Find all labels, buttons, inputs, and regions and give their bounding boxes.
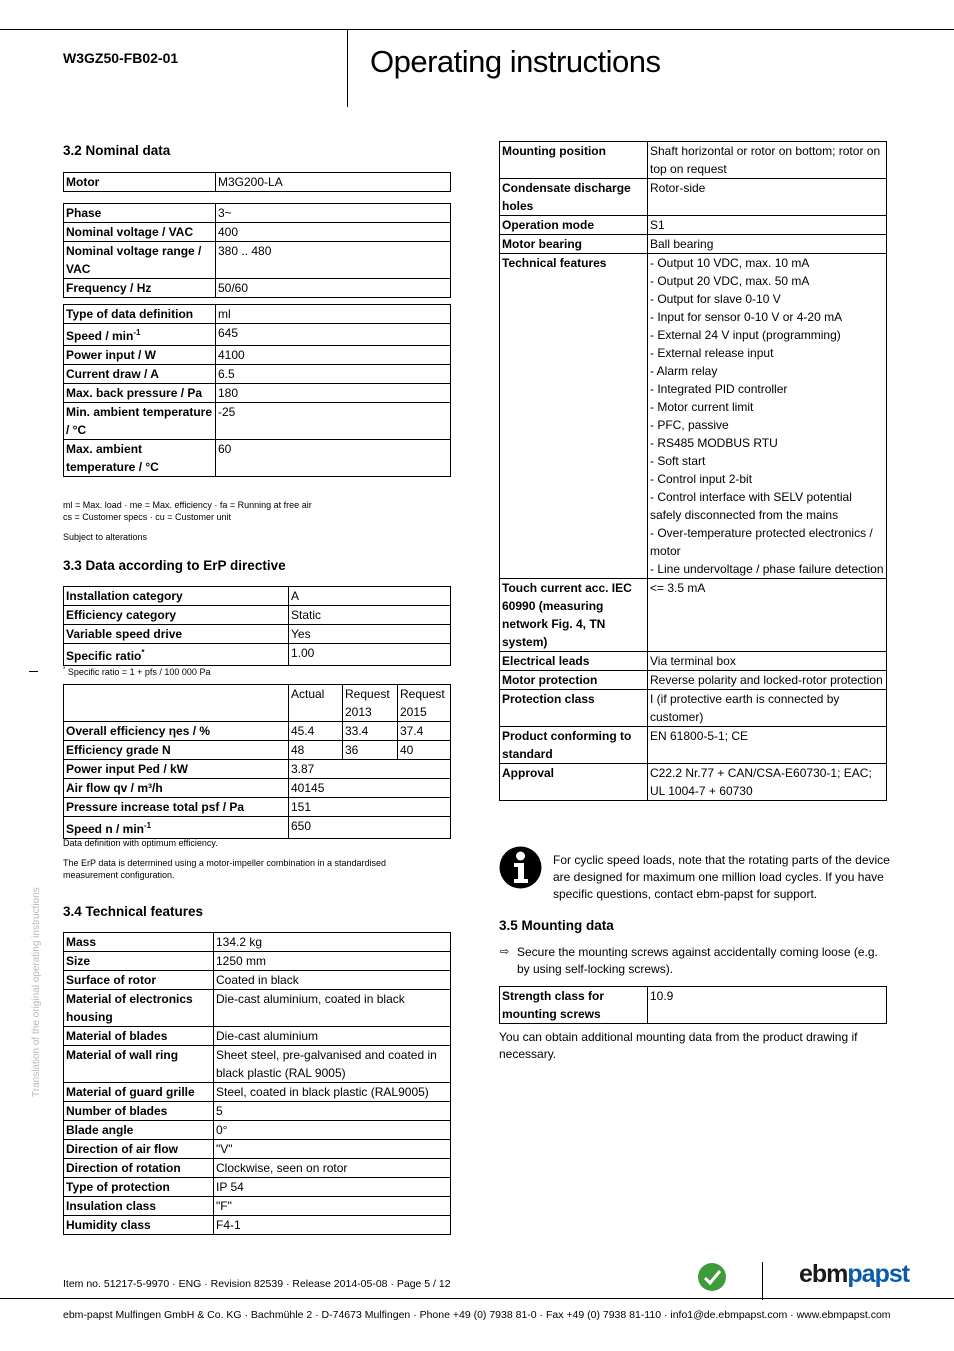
table-row: Material of guard grille Steel, coated in black plastic (RAL9005) xyxy=(64,1083,451,1102)
table-row: Motor M3G200-LA xyxy=(64,173,451,192)
table-row: Condensate discharge holes Rotor-side xyxy=(500,179,887,216)
heading-tech-features: 3.4 Technical features xyxy=(63,904,204,919)
table-row: Type of protection IP 54 xyxy=(64,1178,451,1197)
table-row: Surface of rotor Coated in black xyxy=(64,971,451,990)
footer-rule xyxy=(0,1298,954,1299)
table-row: Motor protection Reverse polarity and locked-rotor protection xyxy=(500,671,887,690)
table-row: Material of electronics housing Die-cast aluminium, coated in black xyxy=(64,990,451,1027)
page-title: Operating instructions xyxy=(370,44,661,79)
table-row: Nominal voltage / VAC 400 xyxy=(64,223,451,242)
header-rule xyxy=(0,29,954,30)
table-row: Direction of rotation Clockwise, seen on rotor xyxy=(64,1159,451,1178)
table-row: Max. back pressure / Pa 180 xyxy=(64,384,451,403)
heading-nominal-data: 3.2 Nominal data xyxy=(63,143,171,158)
table-row: Material of blades Die-cast aluminium xyxy=(64,1027,451,1046)
arrow-icon: ⇨ xyxy=(500,946,510,958)
fold-mark xyxy=(29,671,38,672)
table-row: Max. ambient temperature / °C 60 xyxy=(64,440,451,477)
table-row: Number of blades 5 xyxy=(64,1102,451,1121)
table-row: Variable speed drive Yes xyxy=(64,625,451,644)
table-row: Protection class I (if protective earth is connected by customer) xyxy=(500,690,887,727)
table-row: Min. ambient temperature / °C -25 xyxy=(64,403,451,440)
alteration-note: Subject to alterations xyxy=(63,532,148,542)
table-row: Current draw / A 6.5 xyxy=(64,365,451,384)
heading-mounting: 3.5 Mounting data xyxy=(499,918,614,933)
info-note: For cyclic speed loads, note that the rotating parts of the device are designed for maximum one million load cycles. If you have specific questions, contact ebm-papst for support. xyxy=(553,853,890,901)
table-row: Installation category A xyxy=(64,587,451,606)
motor-table xyxy=(63,172,451,192)
erp-table-2 xyxy=(63,684,451,839)
heading-erp: 3.3 Data according to ErP directive xyxy=(63,558,286,573)
tech-features-table xyxy=(63,932,451,1235)
table-row: Motor bearing Ball bearing xyxy=(500,235,887,254)
table-row: Mass 134.2 kg xyxy=(64,933,451,952)
green-tech-badge-icon xyxy=(697,1262,727,1292)
table-row: Electrical leads Via terminal box xyxy=(500,652,887,671)
mounting-para: You can obtain additional mounting data from the product drawing if necessary. xyxy=(499,1030,858,1061)
table-row: Blade angle 0° xyxy=(64,1121,451,1140)
table-row: Specific ratio* 1.00 xyxy=(64,644,451,666)
ebmpapst-logo: ebmpapst xyxy=(799,1260,910,1288)
table-row: Insulation class "F" xyxy=(64,1197,451,1216)
erp-note-1: Data definition with optimum efficiency. xyxy=(63,838,218,848)
table-row: Speed n / $\min^{-1}$ 650 xyxy=(64,817,451,839)
info-icon xyxy=(499,846,542,889)
footer-company-line: ebm-papst Mulfingen GmbH & Co. KG · Bachmühle 2 · D-74673 Mulfingen · Phone +49 (0) 7938 81-0 · Fax +49 (0) 7938 81-110 · info1@de.ebmpapst.com · www.ebmpapst.com xyxy=(63,1309,891,1321)
mounting-table xyxy=(499,986,887,1024)
doc-id: W3GZ50-FB02-01 xyxy=(63,50,179,66)
table-header-row: Actual Request 2013 Request 2015 xyxy=(64,685,451,722)
table-row: Direction of air flow "V" xyxy=(64,1140,451,1159)
table-row: Approval C22.2 Nr.77 + CAN/CSA-E60730-1; EAC; UL 1004-7 + 60730 xyxy=(500,764,887,801)
table-row: Phase 3~ xyxy=(64,204,451,223)
erp-table-1 xyxy=(63,586,451,666)
ratio-note: * Specific ratio = 1 + pfs / 100 000 Pa xyxy=(63,667,211,677)
side-text: Translation of the original operating instructions xyxy=(31,887,42,1097)
table-row: Operation mode S1 xyxy=(500,216,887,235)
table-row: Strength class for mounting screws 10.9 xyxy=(500,987,887,1024)
nominal-table-2 xyxy=(63,304,451,477)
table-row: Type of data definition ml xyxy=(64,305,451,324)
table-row: Size 1250 mm xyxy=(64,952,451,971)
table-row: Frequency / Hz 50/60 xyxy=(64,279,451,298)
mounting-bullet: Secure the mounting screws against accidentally coming loose (e.g. by using self-locking screws). xyxy=(517,945,878,976)
right-spec-table xyxy=(499,141,887,801)
table-row: Touch current acc. IEC 60990 (measuring network Fig. 4, TN system) <= 3.5 mA xyxy=(500,579,887,652)
erp-note-2: The ErP data is determined using a motor-impeller combination in a standardised measurement configuration. xyxy=(63,858,387,880)
abbrev-note: ml = Max. load · me = Max. efficiency · fa = Running at free air cs = Customer specs · cu = Customer unit xyxy=(63,500,312,522)
table-row: Humidity class F4-1 xyxy=(64,1216,451,1235)
table-row: Material of wall ring Sheet steel, pre-galvanised and coated in black plastic (RAL 9005) xyxy=(64,1046,451,1083)
table-row: Power input / W 4100 xyxy=(64,346,451,365)
table-row: Technical features - Output 10 VDC, max. 10 mA - Output 20 VDC, max. 50 mA - Output for slave 0-10 V - Input for sensor 0-10 V or 4-20 mA - External 24 V input (programming) - External release input - Alarm relay - Integrated PID controller - Motor current limit - PFC, passive - RS485 MODBUS RTU - Soft start - Control input 2-bit - Control interface with SELV potential safely disconnected from the mains - Over-temperature protected electronics / motor - Line undervoltage / phase failure detection xyxy=(500,254,887,579)
header-divider xyxy=(347,29,348,107)
table-row: Power input Ped / kW 3.87 xyxy=(64,760,451,779)
table-row: Mounting position Shaft horizontal or rotor on bottom; rotor on top on request xyxy=(500,142,887,179)
table-row: Efficiency category Static xyxy=(64,606,451,625)
table-row: Speed / $\min^{-1}$ 645 xyxy=(64,324,451,346)
table-row: Efficiency grade N 48 36 40 xyxy=(64,741,451,760)
table-row: Nominal voltage range / VAC 380 .. 480 xyxy=(64,242,451,279)
table-row: Air flow qv / m³/h 40145 xyxy=(64,779,451,798)
nominal-table-1 xyxy=(63,203,451,298)
table-row: Product conforming to standard EN 61800-5-1; CE xyxy=(500,727,887,764)
table-row: Pressure increase total psf / Pa 151 xyxy=(64,798,451,817)
footer-divider xyxy=(762,1262,763,1300)
footer-item-line: Item no. 51217-5-9970 · ENG · Revision 82539 · Release 2014-05-08 · Page 5 / 12 xyxy=(63,1278,451,1290)
table-row: Overall efficiency ηes / % 45.4 33.4 37.4 xyxy=(64,722,451,741)
